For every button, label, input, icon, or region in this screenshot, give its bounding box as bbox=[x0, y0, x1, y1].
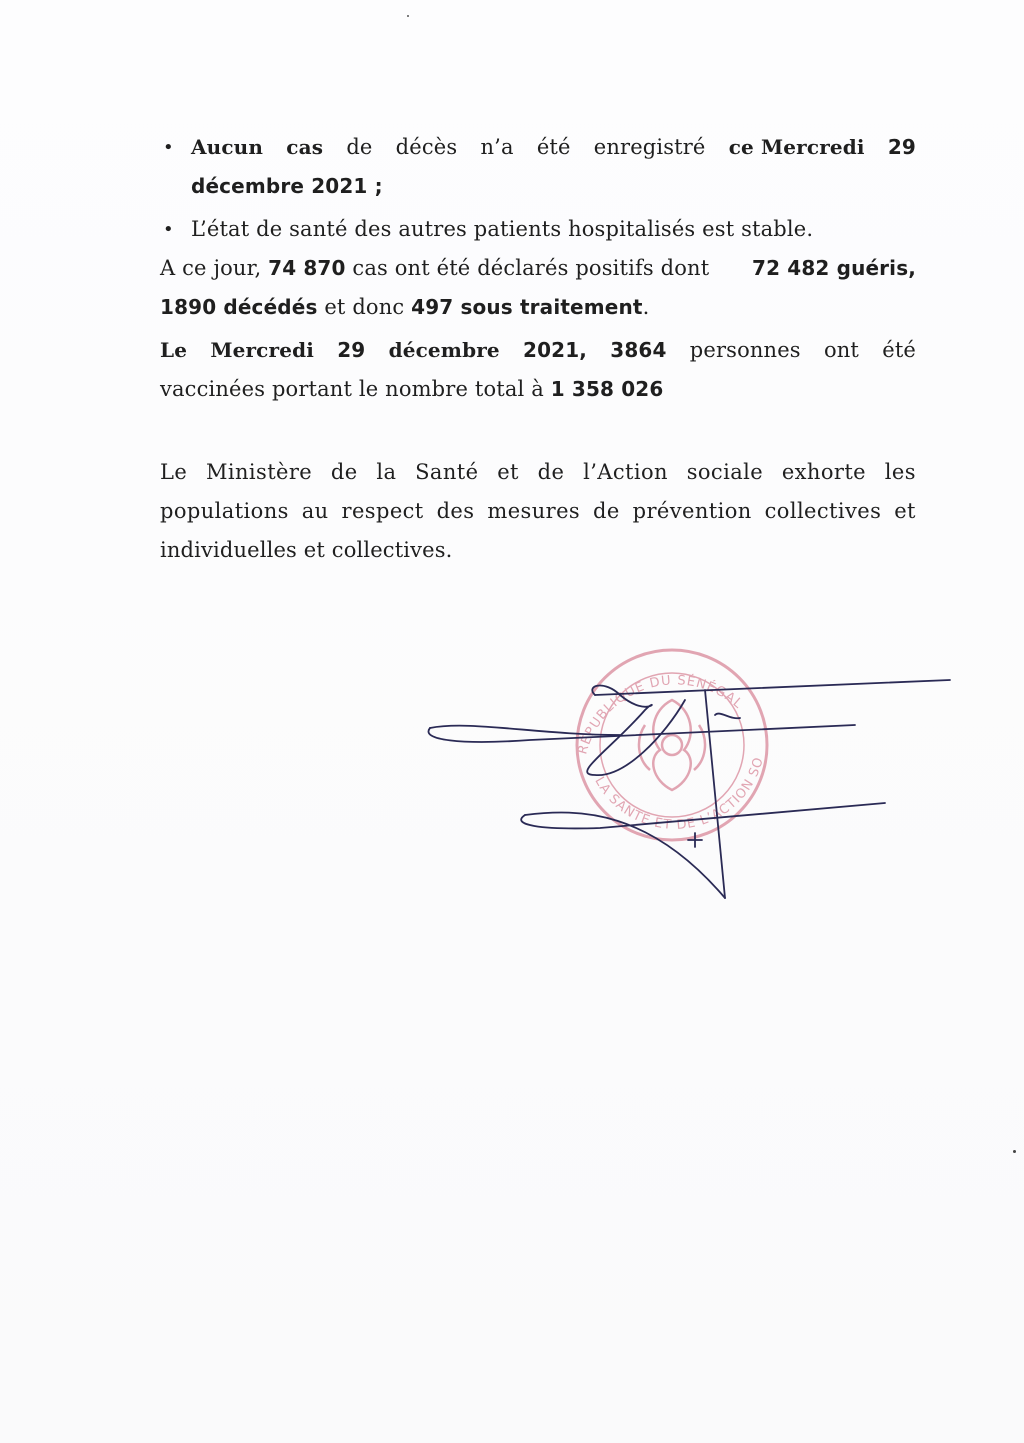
closing-word: sociale bbox=[686, 460, 764, 484]
vaccination-word: décembre bbox=[388, 338, 500, 362]
closing-word: respect bbox=[341, 499, 424, 523]
vaccination-total: 1 358 026 bbox=[550, 377, 664, 401]
bullet-no-deaths bbox=[160, 128, 916, 206]
bullet-word: 29 bbox=[887, 135, 916, 159]
closing-word: prévention bbox=[632, 499, 752, 523]
official-stamp bbox=[420, 640, 767, 840]
vaccination-word: 29 bbox=[337, 338, 366, 362]
vaccination-word: personnes bbox=[689, 338, 801, 362]
closing-word: la bbox=[376, 460, 397, 484]
closing-word: au bbox=[301, 499, 329, 523]
closing-word: Ministère bbox=[205, 460, 313, 484]
bullet-word: été bbox=[536, 135, 571, 159]
closing-word: et bbox=[497, 460, 519, 484]
summary-end: . bbox=[642, 295, 650, 319]
summary-recovered: 72 482 guéris, bbox=[752, 256, 916, 280]
closing-word: des bbox=[436, 499, 475, 523]
closing-word: populations bbox=[160, 499, 289, 523]
closing-word: l’Action bbox=[583, 460, 668, 484]
closing-word: collectives bbox=[764, 499, 882, 523]
bullet-word: enregistré bbox=[593, 135, 706, 159]
bullet-stable-patients bbox=[160, 210, 916, 249]
stamp-top-text: RÉPUBLIQUE DU SÉNÉGAL bbox=[575, 673, 746, 757]
summary-total: 74 870 bbox=[268, 256, 346, 280]
summary-paragraph bbox=[160, 249, 916, 327]
summary-mid2: et donc bbox=[324, 295, 405, 319]
bullet-word: ce Mercredi bbox=[728, 135, 865, 159]
bullet-icon: • bbox=[163, 137, 174, 158]
closing-word: Santé bbox=[415, 460, 479, 484]
vaccination-word: Le bbox=[160, 338, 188, 362]
bullet-word: cas bbox=[286, 135, 324, 159]
bullet-word: n’a bbox=[480, 135, 514, 159]
stamp-emblem-icon bbox=[639, 700, 705, 790]
closing-word: et bbox=[894, 499, 916, 523]
bullet-word: Aucun bbox=[191, 135, 264, 159]
signature-block bbox=[420, 640, 960, 910]
summary-treatment: 497 sous traitement bbox=[411, 295, 643, 319]
bullet-word: de bbox=[346, 135, 373, 159]
closing-text: individuelles et collectives. bbox=[160, 538, 453, 562]
stamp-and-signature bbox=[420, 640, 960, 910]
closing-word: les bbox=[884, 460, 916, 484]
scan-speck bbox=[1013, 1150, 1016, 1153]
bullet-date: décembre 2021 ; bbox=[191, 174, 383, 198]
closing-word: de bbox=[593, 499, 620, 523]
bullet-icon: • bbox=[163, 219, 174, 240]
vaccination-paragraph bbox=[160, 331, 916, 409]
vaccination-word: ont bbox=[823, 338, 860, 362]
document-body bbox=[160, 128, 916, 570]
vaccination-word: 2021, bbox=[523, 338, 588, 362]
closing-word: de bbox=[537, 460, 565, 484]
bullet-text: L’état de santé des autres patients hospitalisés est stable. bbox=[191, 217, 814, 241]
vaccination-count: 3864 bbox=[610, 338, 667, 362]
vaccination-word: été bbox=[882, 338, 916, 362]
summary-deaths: 1890 décédés bbox=[160, 295, 318, 319]
summary-prefix: A ce jour, bbox=[160, 256, 262, 280]
closing-word: Le bbox=[160, 460, 188, 484]
scan-speck bbox=[407, 15, 409, 17]
closing-word: mesures bbox=[487, 499, 581, 523]
vaccination-text: vaccinées portant le nombre total à bbox=[160, 377, 544, 401]
closing-paragraph bbox=[160, 453, 916, 570]
closing-word: de bbox=[330, 460, 358, 484]
stamp-bottom-text: LA SANTÉ ET DE L’ACTION SO bbox=[591, 755, 767, 833]
closing-word: exhorte bbox=[781, 460, 866, 484]
summary-mid: cas ont été déclarés positifs dont bbox=[352, 256, 710, 280]
bullet-word: décès bbox=[395, 135, 458, 159]
signature-icon bbox=[428, 680, 950, 898]
vaccination-word: Mercredi bbox=[210, 338, 314, 362]
